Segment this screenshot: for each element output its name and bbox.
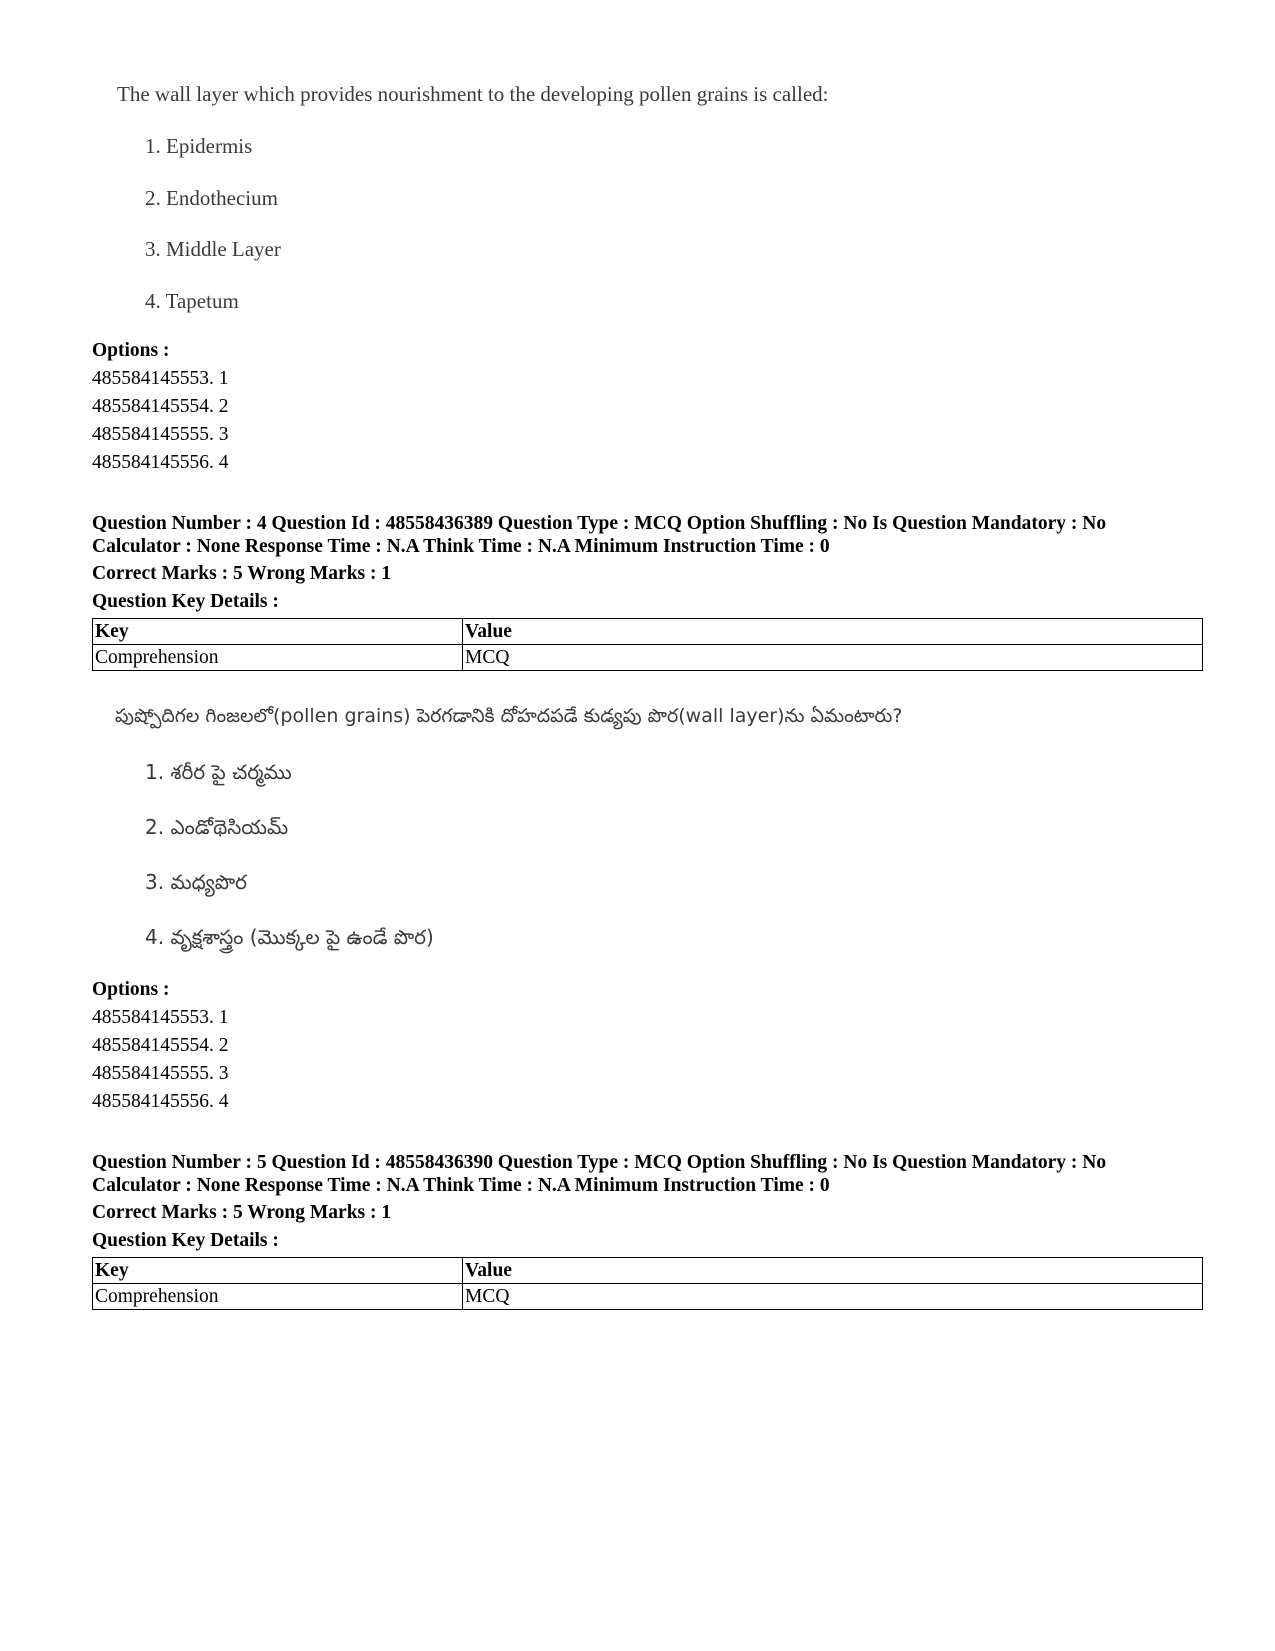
option-1: 485584145553. 1	[92, 1007, 229, 1028]
q4-key-details-label: Question Key Details :	[92, 591, 279, 612]
choice-2: 2. Endothecium	[145, 186, 278, 210]
choice-1-telugu: 1. శరీర పై చర్మము	[145, 760, 292, 784]
table-header-key: Key	[93, 619, 463, 645]
q4-meta	[92, 512, 1212, 558]
question-stem-telugu: పుష్పోదిగల గింజలలో(pollen grains) పెరగడానికి దోహదపడే కుడ్యపు పొర(wall layer)ను ఏమంటారు?	[115, 705, 903, 727]
option-2: 485584145554. 2	[92, 396, 229, 417]
table-header-value: Value	[463, 1258, 1203, 1284]
table-header-value: Value	[463, 619, 1203, 645]
table-header-key: Key	[93, 1258, 463, 1284]
option-1: 485584145553. 1	[92, 368, 229, 389]
table-cell-key: Comprehension	[93, 645, 463, 671]
q5-meta-line2: Calculator : None Response Time : N.A Think Time : N.A Minimum Instruction Time : 0	[92, 1175, 830, 1196]
q4-marks: Correct Marks : 5 Wrong Marks : 1	[92, 563, 392, 584]
choice-3-telugu: 3. మధ్యపొర	[145, 870, 247, 894]
q5-key-details-label: Question Key Details :	[92, 1230, 279, 1251]
choice-2-telugu: 2. ఎండోథెసియమ్	[145, 815, 289, 839]
options-label: Options :	[92, 979, 170, 1000]
q4-key-table	[92, 618, 1203, 671]
table-header-row	[93, 1258, 1203, 1284]
choice-1: 1. Epidermis	[145, 134, 253, 158]
choice-3: 3. Middle Layer	[145, 237, 281, 261]
option-4: 485584145556. 4	[92, 1091, 229, 1112]
table-row	[93, 1284, 1203, 1310]
q5-marks: Correct Marks : 5 Wrong Marks : 1	[92, 1202, 392, 1223]
table-cell-key: Comprehension	[93, 1284, 463, 1310]
option-2: 485584145554. 2	[92, 1035, 229, 1056]
table-header-row	[93, 619, 1203, 645]
choice-4: 4. Tapetum	[145, 289, 239, 313]
option-3: 485584145555. 3	[92, 1063, 229, 1084]
options-label: Options :	[92, 340, 170, 361]
table-cell-value: MCQ	[463, 1284, 1203, 1310]
option-4: 485584145556. 4	[92, 452, 229, 473]
q5-key-table	[92, 1257, 1203, 1310]
q4-meta-line1: Question Number : 4 Question Id : 48558436389 Question Type : MCQ Option Shuffling : No Is Question Mandatory : No	[92, 513, 1107, 534]
table-cell-value: MCQ	[463, 645, 1203, 671]
choice-4-telugu: 4. వృక్షశాస్త్రం (మొక్కల పై ఉండే పొర)	[145, 925, 434, 949]
q5-meta-line1: Question Number : 5 Question Id : 48558436390 Question Type : MCQ Option Shuffling : No Is Question Mandatory : No	[92, 1152, 1107, 1173]
table-row	[93, 645, 1203, 671]
question-stem: The wall layer which provides nourishment to the developing pollen grains is called:	[117, 82, 829, 106]
q5-meta	[92, 1151, 1212, 1197]
q4-meta-line2: Calculator : None Response Time : N.A Think Time : N.A Minimum Instruction Time : 0	[92, 536, 830, 557]
option-3: 485584145555. 3	[92, 424, 229, 445]
